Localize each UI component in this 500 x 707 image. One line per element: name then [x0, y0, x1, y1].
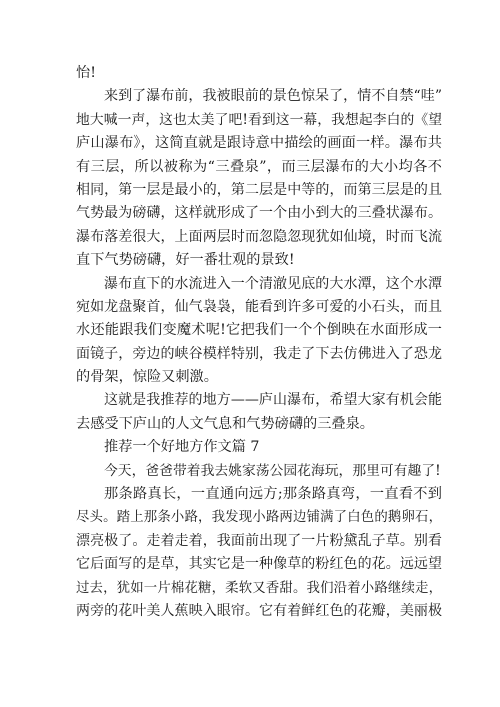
text-line: 宛如龙盘聚首，仙气袅袅，能看到许多可爱的小石头，而且: [76, 298, 442, 315]
text-line: 水还能跟我们变魔术呢!它把我们一个个倒映在水面形成一: [76, 322, 442, 339]
text-line: 尽头。踏上那条小路，我发现小路两边铺满了白色的鹅卵石，: [76, 510, 442, 526]
text-line: 瀑布直下的水流进入一个清澈见底的大水潭，这个水潭: [104, 275, 442, 292]
text-line: 两旁的花叶美人蕉映入眼帘。它有着鲜红色的花瓣，美丽极: [76, 602, 442, 619]
text-line: 直下气势磅礴，好一番壮观的景致!: [76, 252, 295, 269]
text-line: 气势最为磅礴，这样就形成了一个由小到大的三叠状瀑布。: [76, 205, 442, 222]
text-line: 地大喊一声，这也太美了吧!看到这一幕，我想起李白的《望: [76, 111, 442, 128]
text-line: 过去，犹如一片棉花糖，柔软又香甜。我们沿着小路继续走，: [76, 580, 442, 596]
text-line: 怡!: [76, 65, 96, 81]
text-line: 的骨架，惊险又刺激。: [76, 369, 218, 386]
text-line: 面镜子，旁边的峡谷模样特别，我走了下去仿佛进入了恐龙: [76, 345, 442, 362]
text-line: 有三层，所以被称为“三叠泉”，而三层瀑布的大小均各不: [76, 158, 442, 175]
text-line: 来到了瀑布前，我被眼前的景色惊呆了，情不自禁“哇”: [104, 88, 442, 105]
text-line: 去感受下庐山的人文气息和气势磅礴的三叠泉。: [76, 415, 374, 432]
text-line: 今天，爸爸带着我去姚家荡公园花海玩，那里可有趣了!: [104, 462, 441, 479]
text-line: 推荐一个好地方作文篇 7: [104, 439, 260, 456]
text-line: 瀑布落差很大，上面两层时而忽隐忽现犹如仙境，时而飞流: [76, 228, 442, 245]
text-line: 这就是我推荐的地方——庐山瀑布，希望大家有机会能: [104, 392, 442, 409]
text-line: 漂亮极了。走着走着，我面前出现了一片粉黛乱子草。别看: [76, 532, 442, 549]
document-body: [76, 62, 442, 623]
text-line: 庐山瀑布》，这简直就是跟诗意中描绘的画面一样。瀑布共: [76, 135, 442, 152]
text-line: 那条路真长，一直通向远方;那条路真弯，一直看不到: [104, 486, 442, 503]
text-line: 相同，第一层是最小的，第二层是中等的，而第三层是的且: [76, 181, 442, 198]
text-line: 它后面写的是草，其实它是一种像草的粉红色的花。远远望: [76, 556, 442, 573]
